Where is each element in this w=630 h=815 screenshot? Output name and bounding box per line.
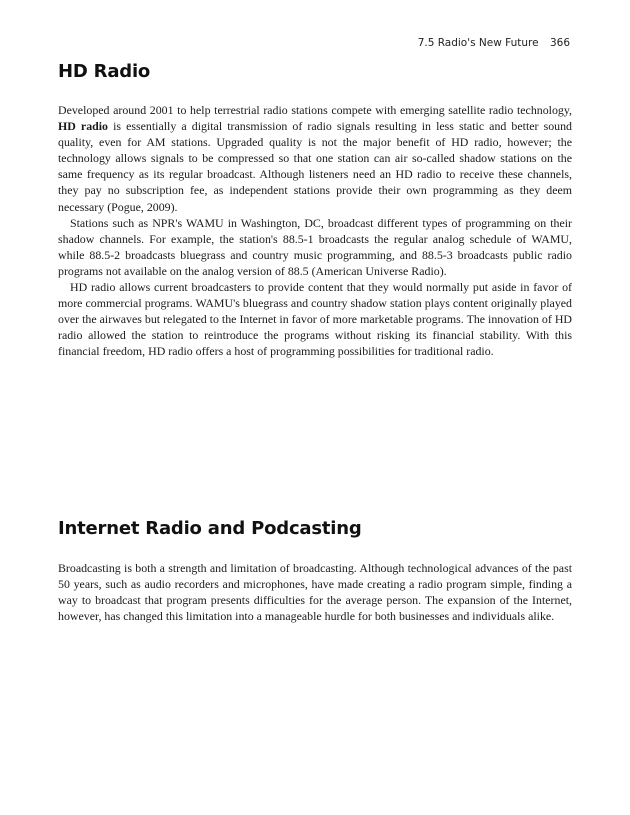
running-header	[418, 37, 570, 49]
paragraph: Stations such as NPR's WAMU in Washington, DC, broadcast different types of programming on their shadow channels. For example, the station's 88.5-1 broadcasts the regular analog schedule of WAMU, while 88.5-2 broadcasts bluegrass and country music programming, and 88.5-3 broadcasts public radio programs not available on the analog version of 88.5 (American Universe Radio).	[58, 215, 572, 278]
paragraph-text: Developed around 2001 to help terrestrial radio stations compete with emerging satellite radio technology,	[58, 103, 572, 117]
bold-term: HD radio	[58, 119, 109, 134]
paragraph: Broadcasting is both a strength and limitation of broadcasting. Although technological advances of the past 50 years, such as audio recorders and microphones, have made creating a radio program simple, finding a way to broadcast that program presents difficulties for the average person. The expansion of the Internet, however, has changed this limitation into a manageable hurdle for both businesses and individuals alike.	[58, 561, 572, 624]
section-heading-internet-radio: Internet Radio and Podcasting	[58, 518, 362, 539]
running-header-section: 7.5 Radio's New Future	[417, 37, 539, 49]
paragraph-text: is essentially a digital transmission of radio signals resulting in less static and better sound quality, even for AM stations. Upgraded quality is not the major benefit of HD radio, however; the technology allows signals to be compressed so that one station can air so-called shadow stations on the same frequency as its regular broadcast. Although listeners need an HD radio to receive these channels, they pay no subscription fee, as independent stations provide their own programming as they deem necessary (Pogue, 2009).	[58, 119, 572, 214]
section-body-hd-radio	[58, 102, 572, 360]
paragraph: HD radio allows current broadcasters to provide content that they would normally put aside in favor of more commercial programs. WAMU's bluegrass and country shadow station plays content originally played over the airwaves but relegated to the Internet in favor of more marketable programs. The innovation of HD radio allowed the station to reintroduce the programs without risking its financial stability. With this financial freedom, HD radio offers a host of programming possibilities for traditional radio.	[58, 280, 572, 359]
page-number: 366	[549, 37, 570, 49]
section-body-internet-radio	[58, 560, 572, 624]
paragraph	[58, 102, 572, 215]
section-heading-hd-radio: HD Radio	[58, 61, 151, 82]
